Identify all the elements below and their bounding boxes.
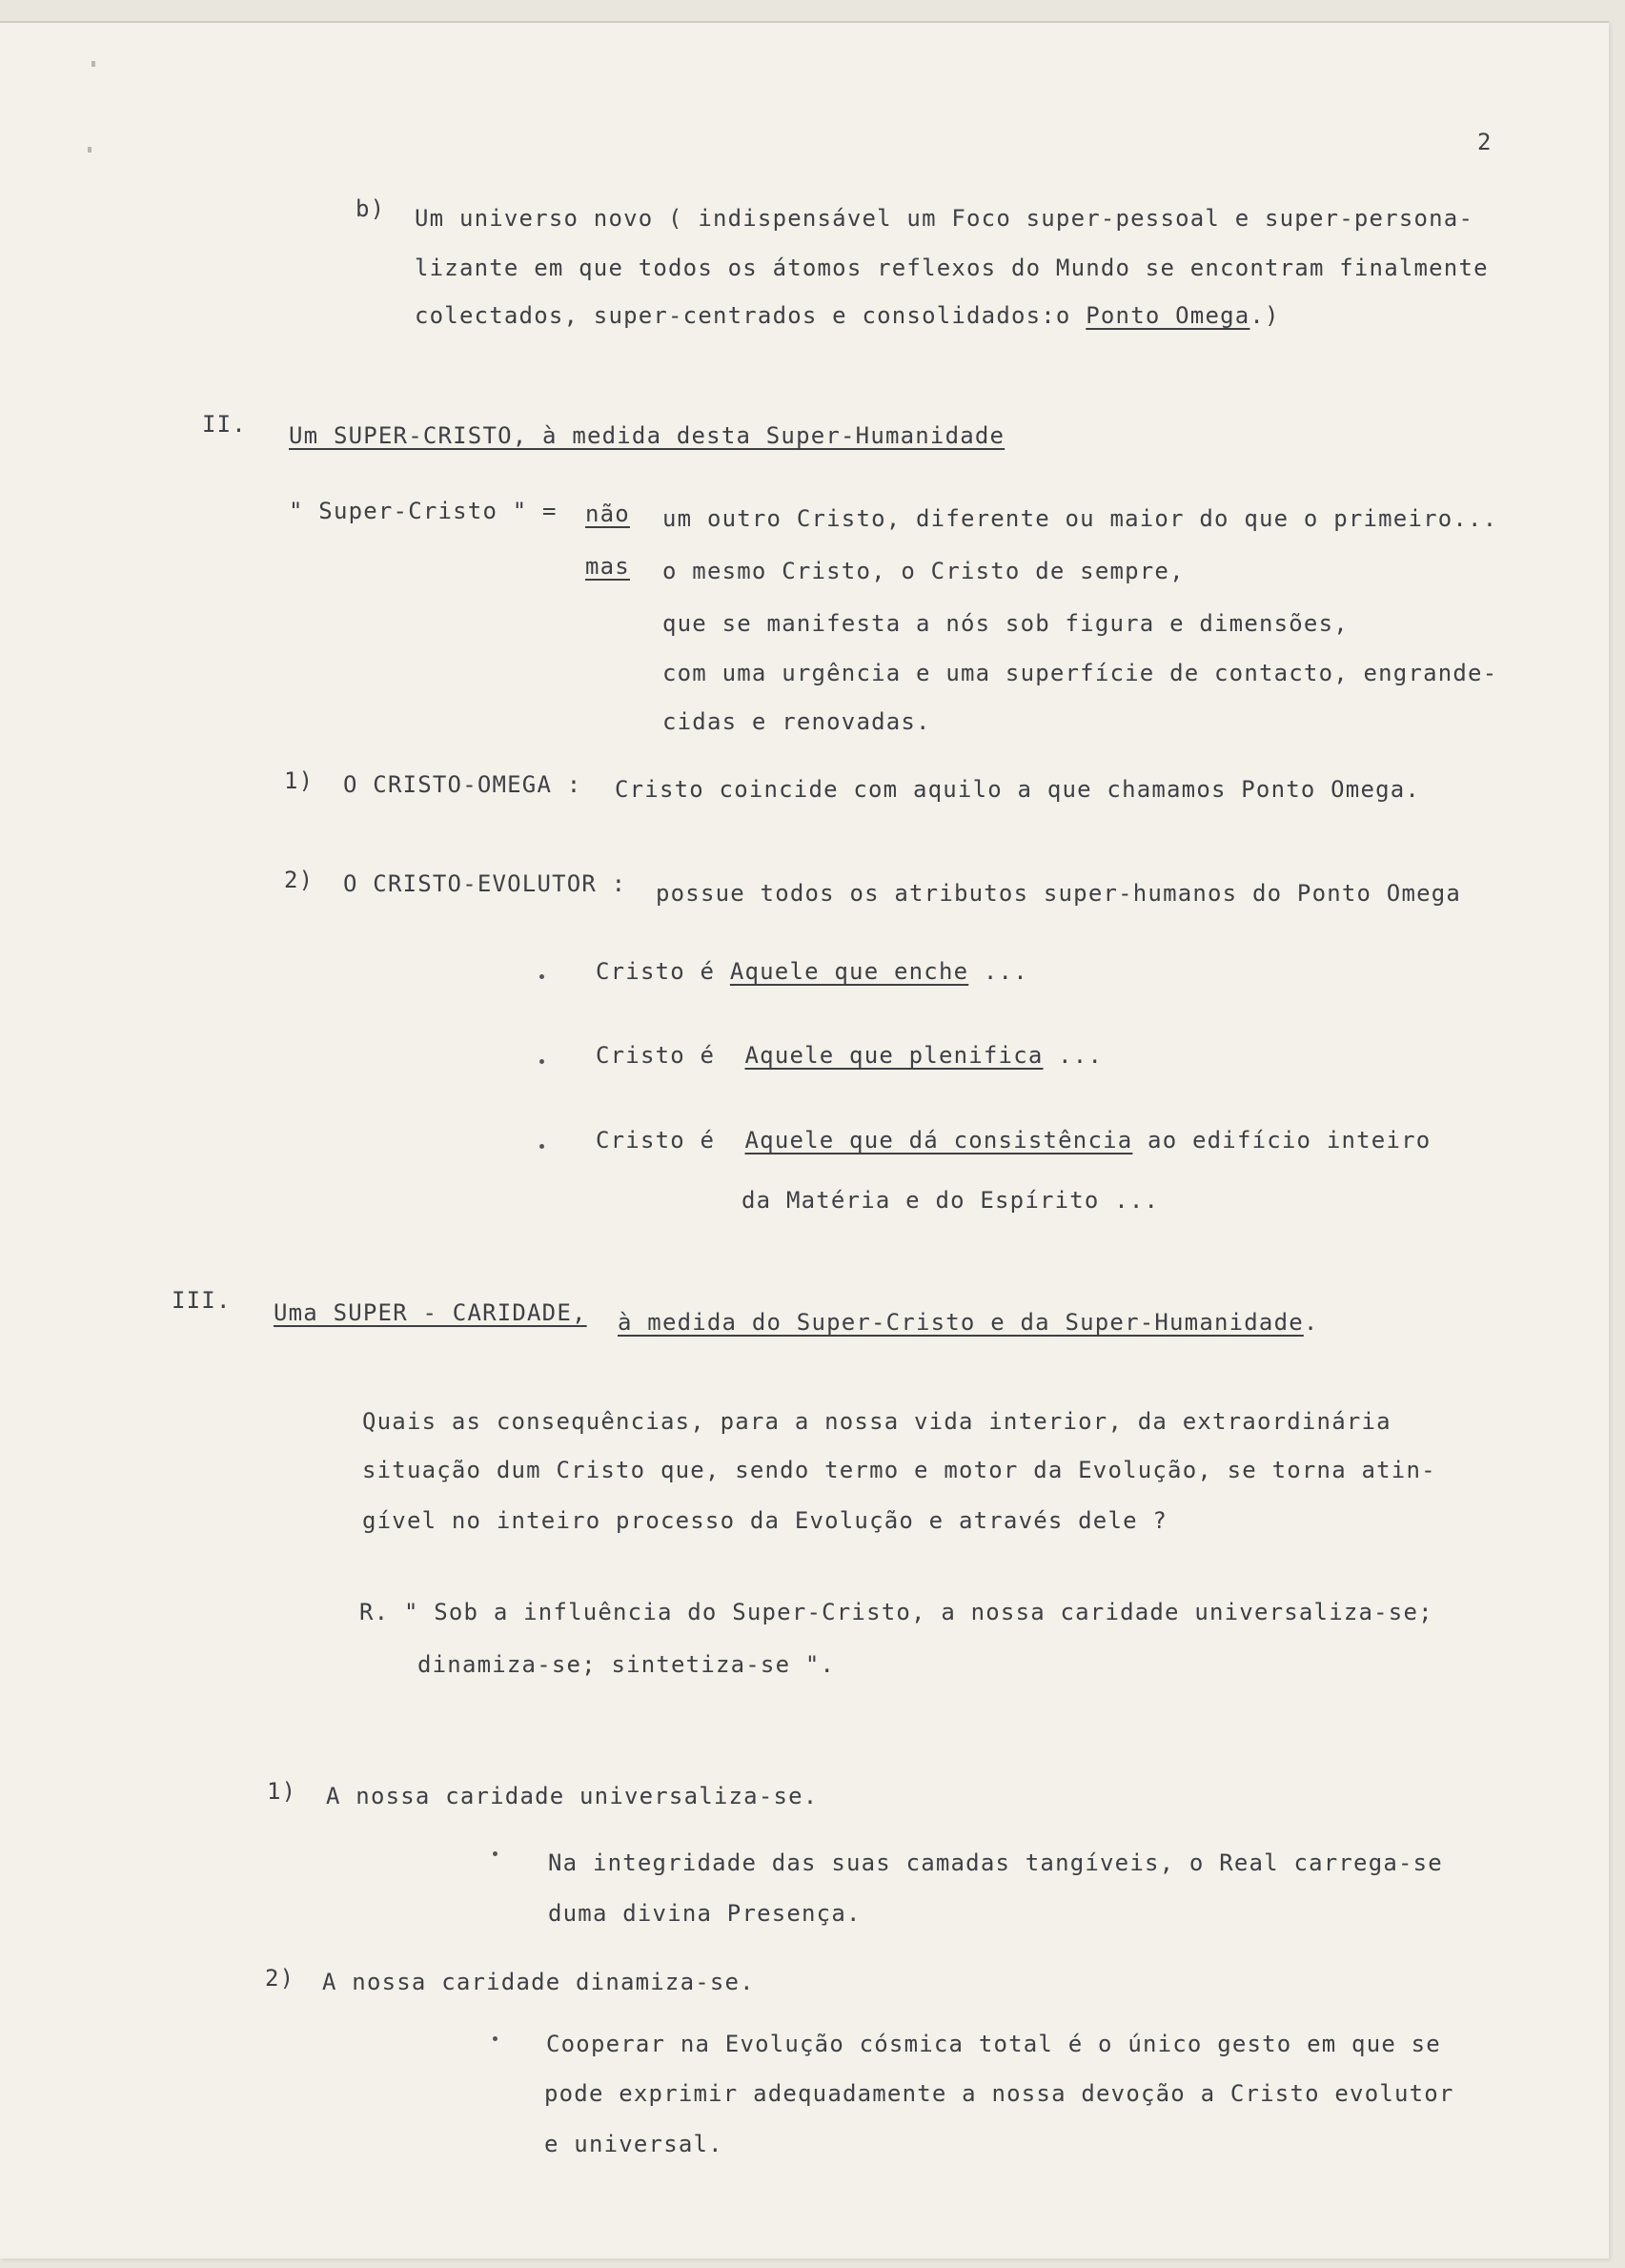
section-ii-numeral: II.: [202, 411, 247, 438]
bullet-lead: Cristo é: [596, 958, 716, 985]
section-b-line: lizante em que todos os átomos reflexos do Mundo se encontram finalmente: [415, 255, 1489, 281]
bullet-dot: [493, 2036, 498, 2041]
answer-line: R. " Sob a influência do Super-Cristo, a nossa caridade universaliza-se;: [359, 1599, 1433, 1625]
mas-line: o mesmo Cristo, o Cristo de sempre,: [662, 558, 1185, 584]
iii-item1-bullet-line: Na integridade das suas camadas tangíveis, o Real carrega-se: [548, 1849, 1443, 1876]
section-b-label: b): [355, 195, 386, 222]
bullet-underlined: Aquele que dá consistência: [744, 1127, 1133, 1154]
ii-item2-title: O CRISTO-EVOLUTOR :: [343, 870, 627, 897]
bullet-underlined: Aquele que plenifica: [744, 1042, 1044, 1069]
iii-item1-text: A nossa caridade universaliza-se.: [326, 1783, 819, 1809]
bullet-item: [596, 957, 1028, 986]
punch-mark: [88, 147, 91, 153]
iii-item2-text: A nossa caridade dinamiza-se.: [322, 1969, 755, 1995]
bullet-continuation: da Matéria e do Espírito ...: [741, 1187, 1160, 1214]
mas-word: mas: [585, 553, 630, 580]
super-cristo-label: " Super-Cristo " =: [289, 498, 558, 524]
bullet-underlined: Aquele que enche: [729, 958, 969, 985]
mas-line: cidas e renovadas.: [662, 708, 931, 735]
iii-item2-bullet-line: pode exprimir adequadamente a nossa devoção a Cristo evolutor: [544, 2080, 1454, 2107]
iii-item1-num: 1): [267, 1778, 297, 1805]
nao-word: não: [585, 501, 630, 527]
bullet-rest: ao edifício inteiro: [1132, 1127, 1432, 1154]
section-iii-heading-b: [618, 1308, 1319, 1337]
bullet-dot: [539, 1059, 544, 1064]
page-number: 2: [1477, 129, 1493, 155]
bullet-dot: [539, 1144, 544, 1149]
bullet-dot: [539, 974, 544, 979]
ponto-omega-underlined: Ponto Omega: [1086, 302, 1250, 329]
section-iii-heading-end: .: [1303, 1309, 1319, 1336]
ii-item1-title: O CRISTO-OMEGA :: [343, 771, 582, 798]
iii-item1-bullet-line: duma divina Presença.: [548, 1900, 862, 1927]
bullet-rest: ...: [968, 958, 1028, 985]
bullet-item: [596, 1126, 1431, 1154]
mas-line: que se manifesta a nós sob figura e dimensões,: [662, 610, 1349, 637]
bullet-item: [596, 1041, 1103, 1070]
bullet-lead: Cristo é: [596, 1127, 716, 1154]
section-iii-heading-a: Uma SUPER - CARIDADE,: [274, 1299, 587, 1326]
section-b-line: [415, 301, 1280, 330]
ii-item1-text: Cristo coincide com aquilo a que chamamos Ponto Omega.: [615, 776, 1421, 803]
document-page: [0, 21, 1609, 2258]
question-line: situação dum Cristo que, sendo termo e motor da Evolução, se torna atin-: [362, 1457, 1436, 1483]
section-b-line3-end: .): [1249, 302, 1280, 329]
section-iii-numeral: III.: [172, 1287, 232, 1314]
bullet-rest: ...: [1043, 1042, 1104, 1069]
bullet-dot: [493, 1851, 498, 1856]
ii-item2-text: possue todos os atributos super-humanos do Ponto Omega: [656, 880, 1462, 907]
iii-item2-num: 2): [265, 1965, 295, 1992]
section-ii-heading: Um SUPER-CRISTO, à medida desta Super-Humanidade: [289, 422, 1005, 449]
punch-mark: [91, 61, 95, 67]
iii-item2-bullet-line: e universal.: [544, 2131, 723, 2157]
section-b-line: Um universo novo ( indispensável um Foco super-pessoal e super-persona-: [415, 205, 1474, 232]
nao-text: um outro Cristo, diferente ou maior do que o primeiro...: [662, 505, 1498, 532]
ii-item1-num: 1): [284, 767, 315, 794]
question-line: Quais as consequências, para a nossa vida interior, da extraordinária: [362, 1408, 1391, 1435]
bullet-lead: Cristo é: [596, 1042, 716, 1069]
ii-item2-num: 2): [284, 867, 315, 893]
section-iii-heading-b-text: à medida do Super-Cristo e da Super-Humanidade: [618, 1309, 1304, 1336]
section-b-line3-text: colectados, super-centrados e consolidados: [415, 302, 1042, 329]
section-b-line3-sep: :o: [1041, 302, 1071, 329]
mas-line: com uma urgência e uma superfície de contacto, engrande-: [662, 660, 1498, 686]
question-line: gível no inteiro processo da Evolução e através dele ?: [362, 1507, 1168, 1534]
answer-line: dinamiza-se; sintetiza-se ".: [417, 1651, 836, 1678]
iii-item2-bullet-line: Cooperar na Evolução cósmica total é o único gesto em que se: [546, 2031, 1441, 2057]
